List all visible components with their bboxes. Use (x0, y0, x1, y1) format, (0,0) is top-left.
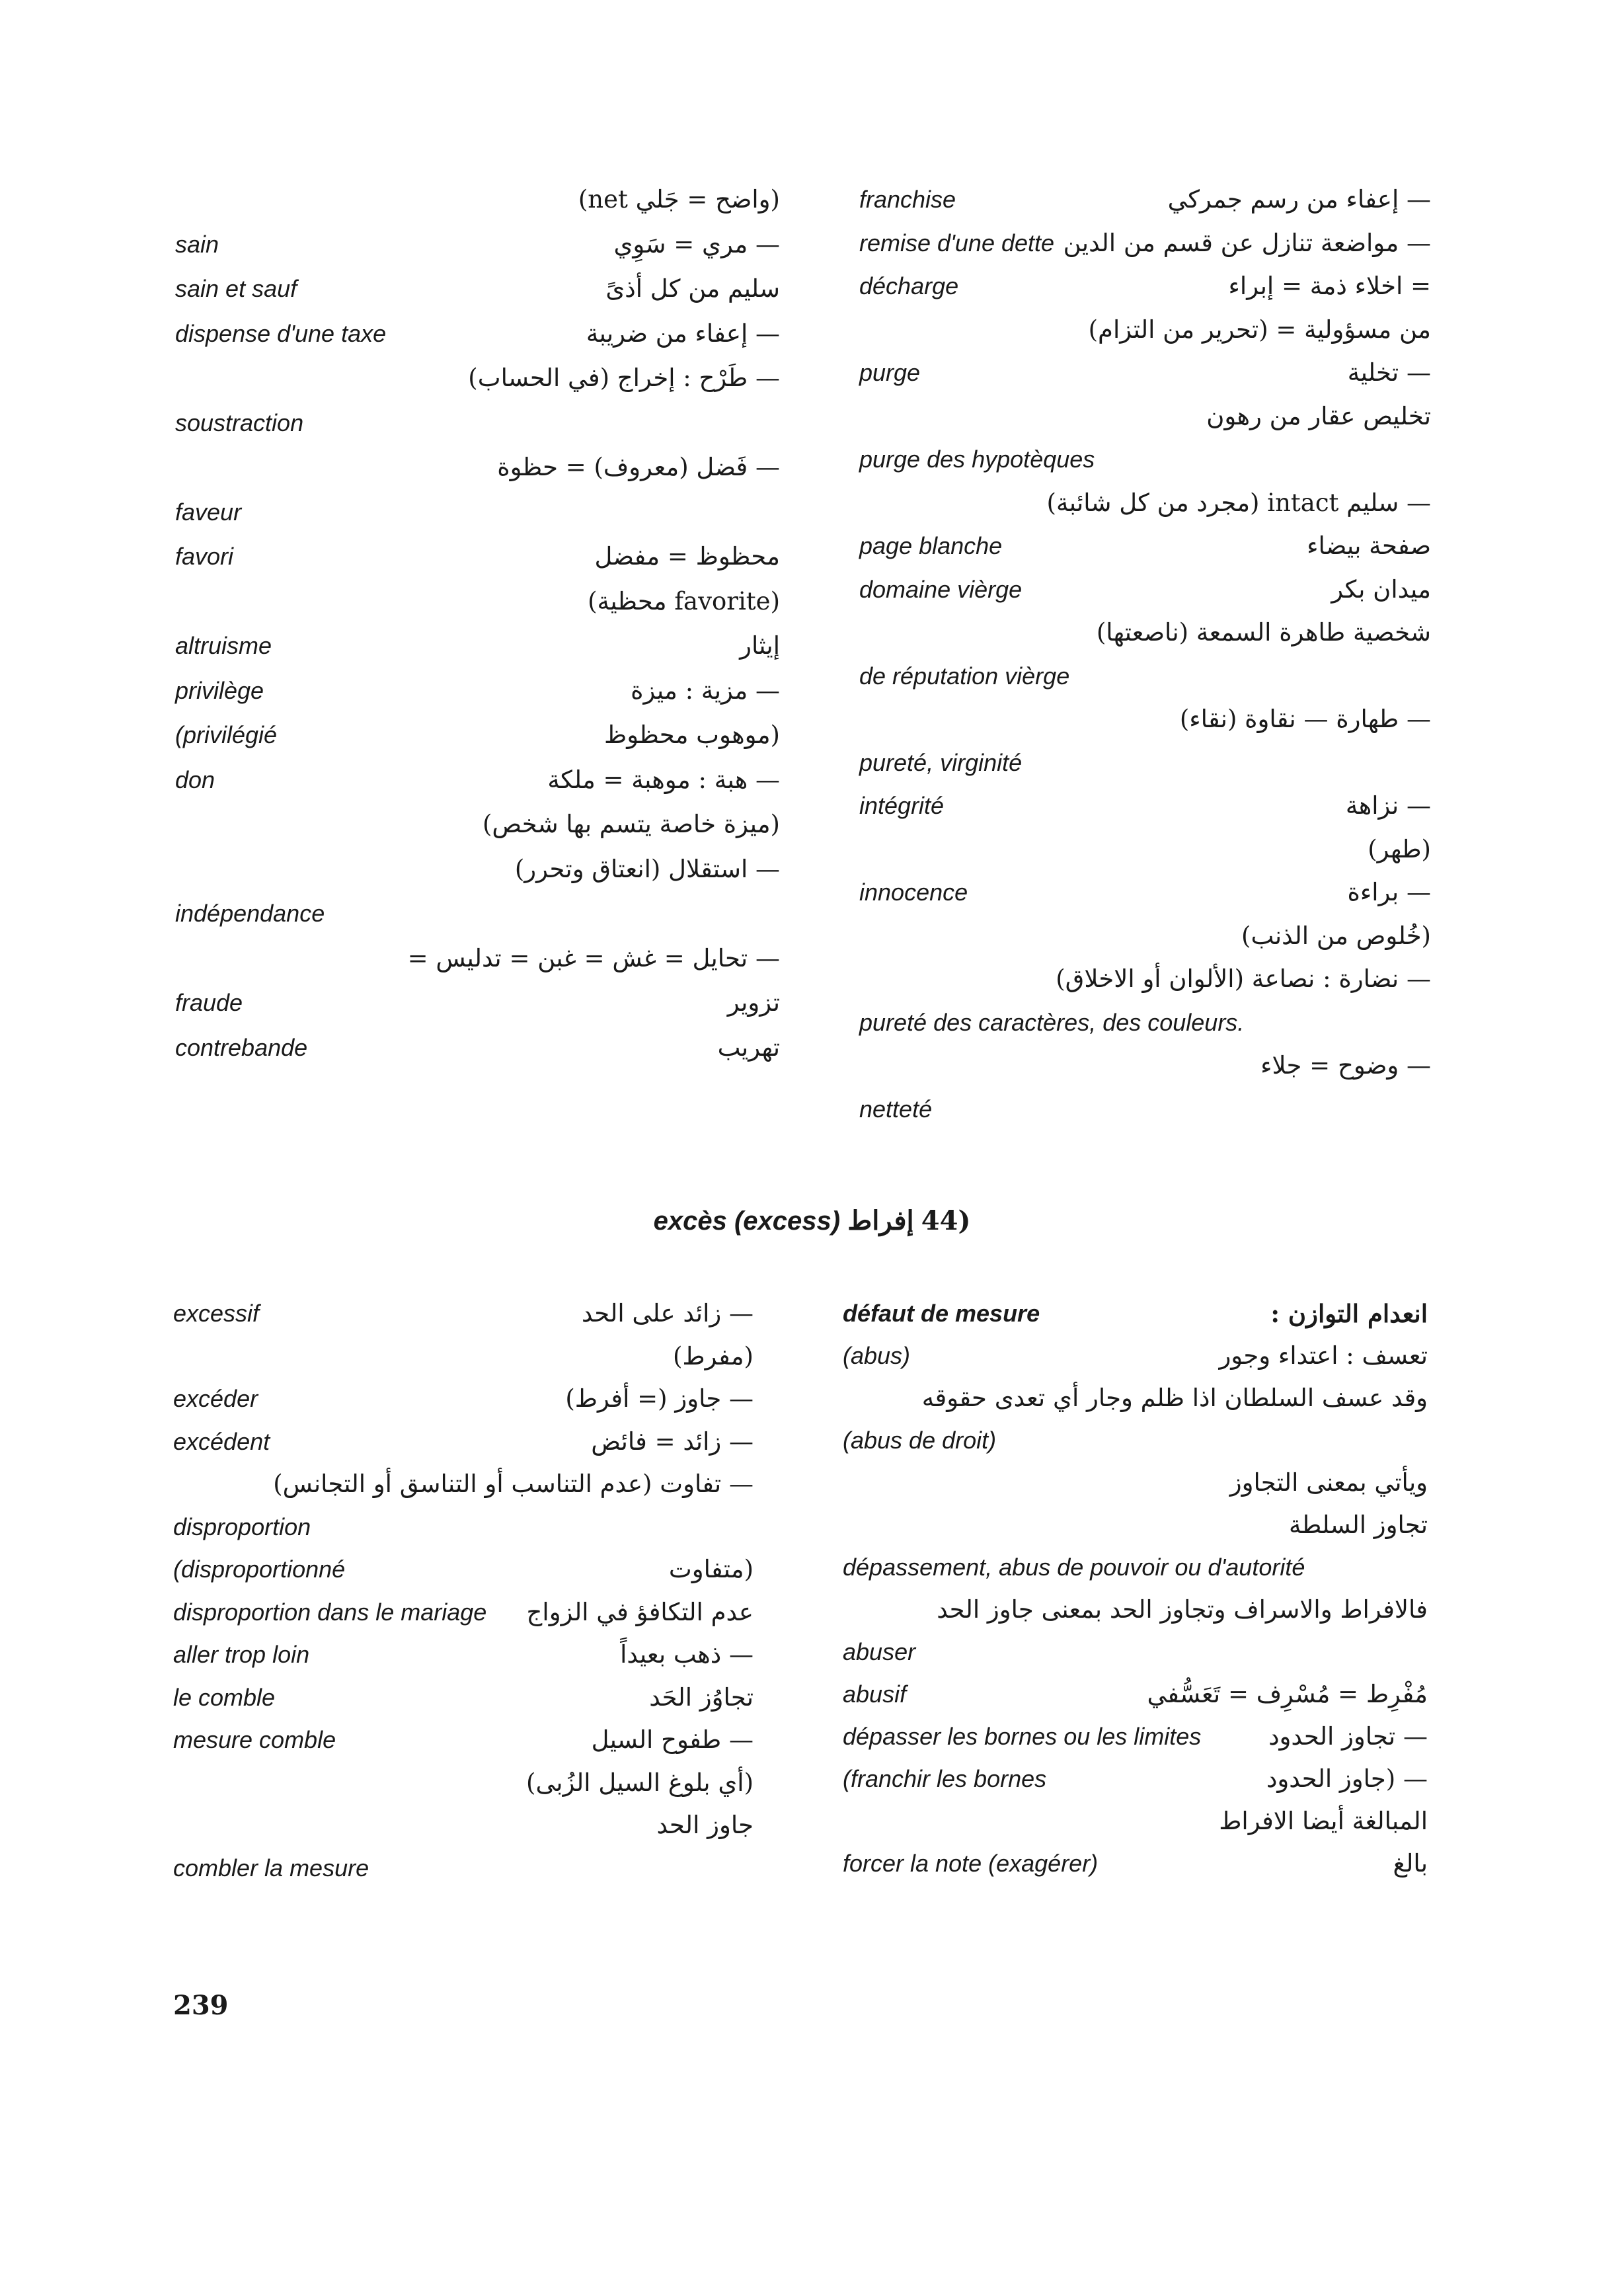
arabic-term: جاوز الحد (656, 1811, 754, 1839)
entry-row (0, 1463, 1624, 1505)
french-term: soustraction (175, 409, 304, 436)
french-term: de réputation vièrge (859, 662, 1070, 690)
arabic-term: — مواضعة تنازل عن قسم من الدين (1063, 228, 1431, 257)
french-term: dépasser les bornes ou les limites (843, 1723, 1202, 1750)
arabic-term: — تحايل = غش = غبن = تدليس = (407, 943, 780, 972)
entry-row (0, 1634, 1624, 1676)
french-term: excédent (173, 1427, 270, 1455)
entry-row (0, 1847, 1624, 1889)
arabic-term: — مري = سَوِي (613, 229, 780, 258)
entry-row (0, 402, 1624, 444)
arabic-term: محظوظ = مفضل (594, 542, 780, 571)
french-term: franchise (859, 186, 956, 213)
french-term: abuser (843, 1638, 916, 1665)
arabic-term: — إعفاء من رسم جمركي (1167, 185, 1431, 214)
french-term: innocence (859, 879, 968, 906)
entry-row (0, 268, 1624, 310)
arabic-term: وقد عسف السلطان اذا ظلم وجار أي تعدى حقوقه (921, 1384, 1428, 1412)
french-term: forcer la note (exagérer) (843, 1850, 1099, 1877)
arabic-term: (خُلوص من الذنب) (1241, 921, 1431, 950)
entry-row (0, 892, 1624, 935)
french-term: excéder (173, 1385, 258, 1412)
entry-row (0, 1378, 1624, 1420)
arabic-term: — سليم intact (مجرد من كل شائبة) (1046, 488, 1431, 517)
french-term: don (175, 766, 215, 793)
french-term: domaine vièrge (859, 575, 1023, 603)
arabic-term: — استقلال (انعتاق وتحرر) (514, 854, 780, 883)
french-term: décharge (859, 272, 959, 299)
entry-row (0, 1804, 1624, 1846)
arabic-term: — ذهب بعيداً (620, 1640, 754, 1669)
french-term: faveur (175, 498, 242, 526)
arabic-term: — طهارة — نقاوة (نقاء) (1179, 705, 1431, 733)
arabic-term: تجاوُز الحَد (649, 1682, 754, 1712)
french-term: altruisme (175, 632, 272, 659)
arabic-term: — فَضل (معروف) = حظوة (497, 453, 780, 481)
entry-row (0, 1027, 1624, 1069)
french-term: contrebande (175, 1033, 308, 1061)
arabic-term: تجاوز السلطة (1289, 1511, 1428, 1539)
french-term: favori (175, 543, 234, 570)
entry-row (0, 759, 1624, 801)
entry-row (0, 313, 1624, 355)
arabic-term: — زائد على الحد (581, 1299, 754, 1327)
french-term: (franchir les bornes (843, 1765, 1047, 1792)
arabic-term: — نضارة : نصاعة (الألوان أو الاخلاق) (1056, 965, 1431, 993)
entry-row (0, 1088, 1624, 1130)
arabic-term: تزوير (727, 988, 780, 1017)
arabic-term: — هبة : موهبة = ملكة (547, 765, 780, 794)
french-term: indépendance (175, 900, 325, 927)
entry-row (0, 491, 1624, 534)
entry-row (0, 714, 1624, 756)
entry-row (0, 535, 1624, 578)
arabic-term: عدم التكافؤ في الزواج (526, 1597, 754, 1626)
french-term: pureté des caractères, des couleurs. (859, 1008, 1245, 1036)
entry-row (0, 1762, 1624, 1804)
arabic-term: فالافراط والاسراف وتجاوز الحد بمعنى جاوز الحد (937, 1595, 1428, 1624)
french-term: mesure comble (173, 1726, 336, 1753)
french-term: page blanche (859, 532, 1003, 559)
french-term: excessif (173, 1300, 260, 1327)
section-title-french: excès (excess) (653, 1207, 841, 1236)
french-term: aller trop loin (173, 1641, 310, 1668)
french-term: fraude (175, 989, 243, 1016)
entry-row (0, 1506, 1624, 1548)
french-term: dépassement, abus de pouvoir ou d'autorité (843, 1554, 1305, 1581)
arabic-term: — زائد = فائض (591, 1427, 754, 1456)
arabic-term: — مزية : ميزة (631, 676, 780, 705)
french-term: remise d'une dette (859, 229, 1055, 257)
entry-row (0, 803, 1624, 846)
french-term: disproportion dans le mariage (173, 1598, 487, 1626)
arabic-term: — طَرْح : إخراج (في الحساب) (468, 364, 780, 392)
french-term: (disproportionné (173, 1556, 346, 1583)
arabic-term: (طهر) (1368, 834, 1431, 863)
arabic-term: (متفاوت (668, 1555, 754, 1583)
entry-row (0, 937, 1624, 980)
entry-row (0, 1719, 1624, 1761)
arabic-term: (ميزة خاصة يتسم بها شخص) (482, 810, 780, 838)
arabic-term: — إعفاء من ضريبة (586, 319, 780, 348)
arabic-term: — براءة (1347, 878, 1431, 906)
french-term: (privilégié (175, 721, 278, 748)
french-term: pureté, virginité (859, 748, 1023, 776)
arabic-term: مُفْرِط = مُسْرِف = تَعَسُّفي (1147, 1680, 1428, 1708)
entry-row (0, 1591, 1624, 1634)
french-term: le comble (173, 1683, 276, 1711)
french-term: privilège (175, 676, 264, 704)
arabic-term: (favorite محظية) (588, 586, 780, 615)
arabic-term: تعسف : اعتداء وجور (1219, 1341, 1428, 1370)
arabic-term: — طفوح السيل (591, 1725, 754, 1754)
arabic-term: (موهوب محظوظ (604, 721, 780, 749)
section-number: (44 (921, 1205, 971, 1236)
french-term: sain (175, 230, 219, 258)
entry-row (0, 357, 1624, 399)
arabic-term: (أي بلوغ السيل الزُبى) (526, 1768, 754, 1797)
page-number: 239 (173, 1990, 229, 2021)
entry-row (0, 1677, 1624, 1719)
french-term: (abus de droit) (843, 1427, 997, 1454)
arabic-term: شخصية طاهرة السمعة (ناصعتها) (1096, 618, 1431, 647)
entry-row (0, 223, 1624, 266)
french-term: intégrité (859, 792, 945, 819)
entry-row (0, 178, 1624, 221)
arabic-term: — (جاوز الحدود (1266, 1764, 1428, 1793)
arabic-term: = اخلاء ذمة = إبراء (1228, 272, 1431, 300)
french-term: combler la mesure (173, 1854, 369, 1881)
french-term: (abus) (843, 1342, 911, 1369)
french-term: purge (859, 359, 921, 386)
arabic-term: سليم من كل أذىً (605, 274, 780, 303)
entry-row (0, 1292, 1624, 1335)
arabic-term: (مفرط) (672, 1341, 754, 1370)
arabic-term: إيثار (740, 631, 780, 660)
section-title (0, 1200, 1624, 1242)
arabic-term: — تخلية (1347, 358, 1431, 387)
section-title-arabic: إفراط (847, 1205, 914, 1236)
entry-row (0, 446, 1624, 489)
french-term: disproportion (173, 1513, 311, 1540)
arabic-term: تهريب (717, 1033, 780, 1062)
arabic-term: المبالغة أيضا الافراط (1219, 1807, 1428, 1835)
arabic-term: بالغ (1393, 1849, 1428, 1878)
arabic-term: — جاوز (= أفرط) (565, 1384, 754, 1413)
arabic-term: صفحة بيضاء (1307, 532, 1431, 560)
arabic-term: انعدام التوازن : (1270, 1299, 1428, 1328)
french-term: sain et sauf (175, 275, 297, 302)
arabic-term: (واضح = جَلي net) (578, 185, 780, 214)
entry-row (0, 625, 1624, 667)
french-term: défaut de mesure (843, 1300, 1040, 1327)
entry-row (0, 1548, 1624, 1591)
arabic-term: — وضوح = جلاء (1260, 1051, 1431, 1080)
french-term: netteté (859, 1095, 933, 1123)
arabic-term: — تجاوز الحدود (1268, 1722, 1428, 1751)
arabic-term: — تفاوت (عدم التناسب أو التناسق أو التجانس) (273, 1470, 754, 1498)
arabic-term: من مسؤولية = (تحرير من التزام) (1088, 315, 1431, 344)
arabic-term: تخليص عقار من رهون (1206, 401, 1431, 430)
entry-row (0, 848, 1624, 891)
entry-row (0, 1421, 1624, 1463)
arabic-term: ميدان بكر (1331, 574, 1431, 604)
french-term: abusif (843, 1681, 907, 1708)
entry-row (0, 1335, 1624, 1378)
arabic-term: — نزاهة (1345, 791, 1431, 820)
entry-row (0, 670, 1624, 712)
french-term: purge des hypotèques (859, 446, 1095, 473)
entry-row (0, 580, 1624, 623)
arabic-term: ويأتي بمعنى التجاوز (1229, 1468, 1428, 1497)
entry-row (0, 982, 1624, 1024)
french-term: dispense d'une taxe (175, 319, 387, 347)
